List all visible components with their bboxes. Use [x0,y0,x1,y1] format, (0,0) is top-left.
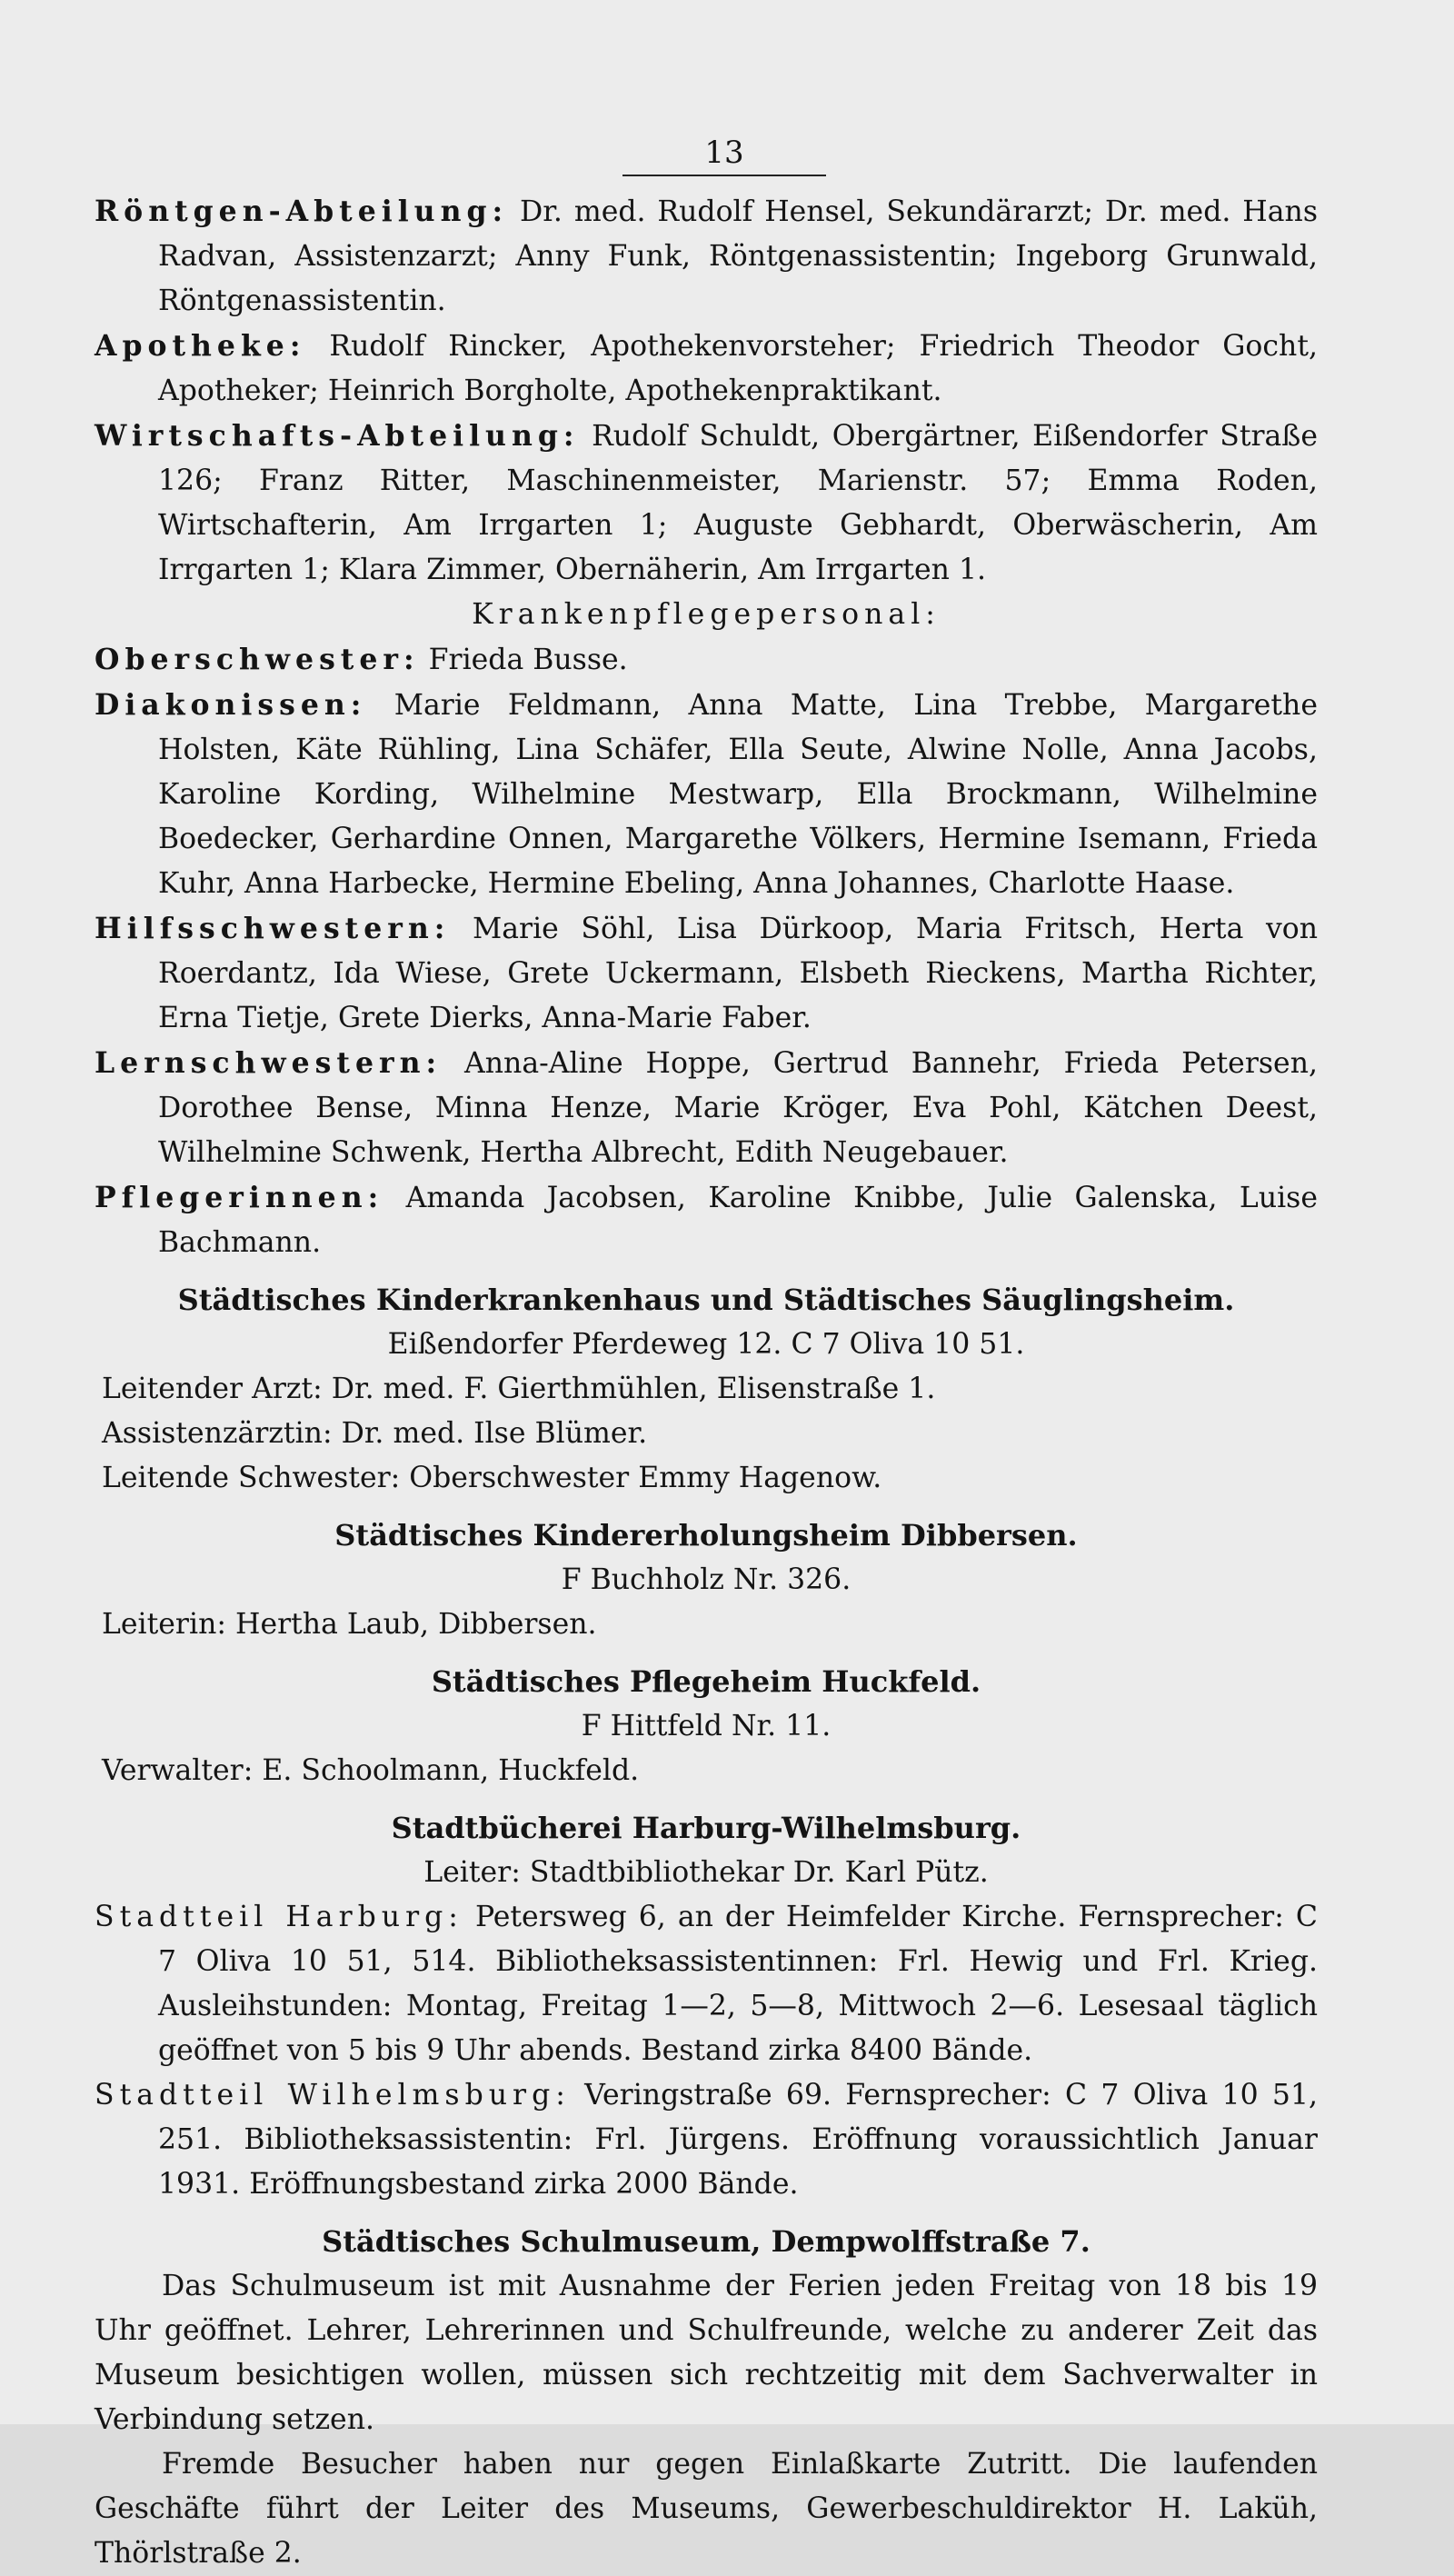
page-number: 13 [95,135,1318,176]
phone-line: F Hittfeld Nr. 11. [581,1710,832,1742]
entry-stadtteil-harburg [95,1895,1318,2073]
entry-text: Rudolf Rincker, Apothekenvorsteher; Friedrich Theodor Gocht, Apotheker; Heinrich Borgholte, Apothekenpraktikant. [158,330,1318,407]
entry-label: Stadtteil Wilhelmsburg: [95,2079,571,2112]
entry-text: Marie Söhl, Lisa Dürkoop, Maria Fritsch, Herta von Roerdantz, Ida Wiese, Grete Uckermann, Elsbeth Rieckens, Martha Richter, Erna Tietje, Grete Dierks, Anna-Marie Faber. [158,913,1318,1034]
entry-label: Apotheke: [95,329,306,363]
entry-label: Oberschwester: [95,643,420,676]
entry-label: Diakonissen: [95,688,367,722]
phone-line: F Buchholz Nr. 326. [561,1563,851,1596]
section-heading-erholungsheim: Städtisches Kindererholungsheim Dibbersen. [334,1518,1078,1553]
entry-pflegerinnen [95,1175,1318,1265]
entry-text: Dr. med. Rudolf Hensel, Sekundärarzt; Dr. med. Hans Radvan, Assistenzarzt; Anny Funk, Röntgenassistentin; Ingeborg Grunwald, Röntgenassistentin. [158,195,1318,317]
entry-label: Röntgen-Abteilung: [95,195,509,228]
entry-roentgen [95,189,1318,324]
staff-line: Verwalter: E. Schoolmann, Huckfeld. [102,1754,640,1787]
nursing-heading: Krankenpflegepersonal: [472,598,941,631]
paragraph: Das Schulmuseum ist mit Ausnahme der Ferien jeden Freitag von 18 bis 19 Uhr geöffnet. Lehrer, Lehrerinnen und Schulfreunde, welche zu anderer Zeit das Museum besichtigen wollen, müssen sich rechtzeitig mit dem Sachverwalter in Verbindung setzen. [95,2270,1318,2436]
paragraph: Fremde Besucher haben nur gegen Einlaßkarte Zutritt. Die laufenden Geschäfte führt der Leiter des Museums, Gewerbeschuldirektor H. Laküh, Thörlstraße 2. [95,2448,1318,2570]
entry-hilfsschwestern [95,906,1318,1041]
staff-line: Assistenzärztin: Dr. med. Ilse Blümer. [102,1417,648,1450]
entry-wirtschaft [95,414,1318,593]
entry-text: Rudolf Schuldt, Obergärtner, Eißendorfer Straße 126; Franz Ritter, Maschinenmeister, Marienstr. 57; Emma Roden, Wirtschafterin, Am Irrgarten 1; Auguste Gebhardt, Oberwäscherin, Am Irrgarten 1; Klara Zimmer, Obernäherin, Am Irrgarten 1. [158,420,1318,586]
entry-apotheke [95,324,1318,414]
entry-text: Marie Feldmann, Anna Matte, Lina Trebbe, Margarethe Holsten, Käte Rühling, Lina Schäfer, Ella Seute, Alwine Nolle, Anna Jacobs, Karoline Kording, Wilhelmine Mestwarp, Ella Brockmann, Wilhelmine Boedecker, Gerhardine Onnen, Margarethe Völkers, Hermine Isemann, Frieda Kuhr, Anna Harbecke, Hermine Ebeling, Anna Johannes, Charlotte Haase. [158,689,1318,900]
entry-stadtteil-wilhelmsburg [95,2073,1318,2207]
entry-label: Hilfsschwestern: [95,912,451,945]
staff-line: Leitende Schwester: Oberschwester Emmy Hagenow. [102,1462,882,1494]
staff-line: Leiterin: Hertha Laub, Dibbersen. [102,1608,597,1641]
entry-label: Pflegerinnen: [95,1181,384,1214]
entry-label: Stadtteil Harburg: [95,1901,463,1933]
section-heading-stadtbuecherei: Stadtbücherei Harburg-Wilhelmsburg. [391,1811,1021,1845]
leiter-line: Leiter: Stadtbibliothekar Dr. Karl Pütz. [423,1856,989,1889]
entry-text: Veringstraße 69. Fernsprecher: C 7 Oliva 10 51, 251. Bibliotheksassistentin: Frl. Jürgens. Eröffnung voraussichtlich Januar 1931. Eröffnungsbestand zirka 2000 Bände. [158,2079,1318,2201]
staff-line: Leitender Arzt: Dr. med. F. Gierthmühlen, Elisenstraße 1. [102,1373,936,1405]
section-heading-schulmuseum: Städtisches Schulmuseum, Dempwolffstraße 7. [322,2224,1090,2259]
address-line: Eißendorfer Pferdeweg 12. C 7 Oliva 10 51. [387,1328,1025,1361]
entry-label: Lernschwestern: [95,1046,443,1080]
entry-oberschwester [95,637,1318,683]
section-heading-pflegeheim: Städtisches Pflegeheim Huckfeld. [431,1664,981,1699]
entry-text: Anna-Aline Hoppe, Gertrud Bannehr, Frieda Petersen, Dorothee Bense, Minna Henze, Marie Kröger, Eva Pohl, Kätchen Deest, Wilhelmine Schwenk, Hertha Albrecht, Edith Neugebauer. [158,1047,1318,1169]
entry-text: Amanda Jacobsen, Karoline Knibbe, Julie Galenska, Luise Bachmann. [158,1182,1318,1259]
section-heading-kinderkrankenhaus: Städtisches Kinderkrankenhaus und Städtisches Säuglingsheim. [177,1283,1235,1317]
entry-label: Wirtschafts-Abteilung: [95,419,580,453]
entry-diakonissen [95,683,1318,906]
entry-lernschwestern [95,1041,1318,1175]
entry-text: Frieda Busse. [419,644,628,676]
entry-text: Petersweg 6, an der Heimfelder Kirche. Fernsprecher: C 7 Oliva 10 51, 514. Bibliotheksassistentinnen: Frl. Hewig und Frl. Krieg. Ausleihstunden: Montag, Freitag 1—2, 5—8, Mittwoch 2—6. Lesesaal täglich geöffnet von 5 bis 9 Uhr abends. Bestand zirka 8400 Bände. [158,1901,1318,2067]
